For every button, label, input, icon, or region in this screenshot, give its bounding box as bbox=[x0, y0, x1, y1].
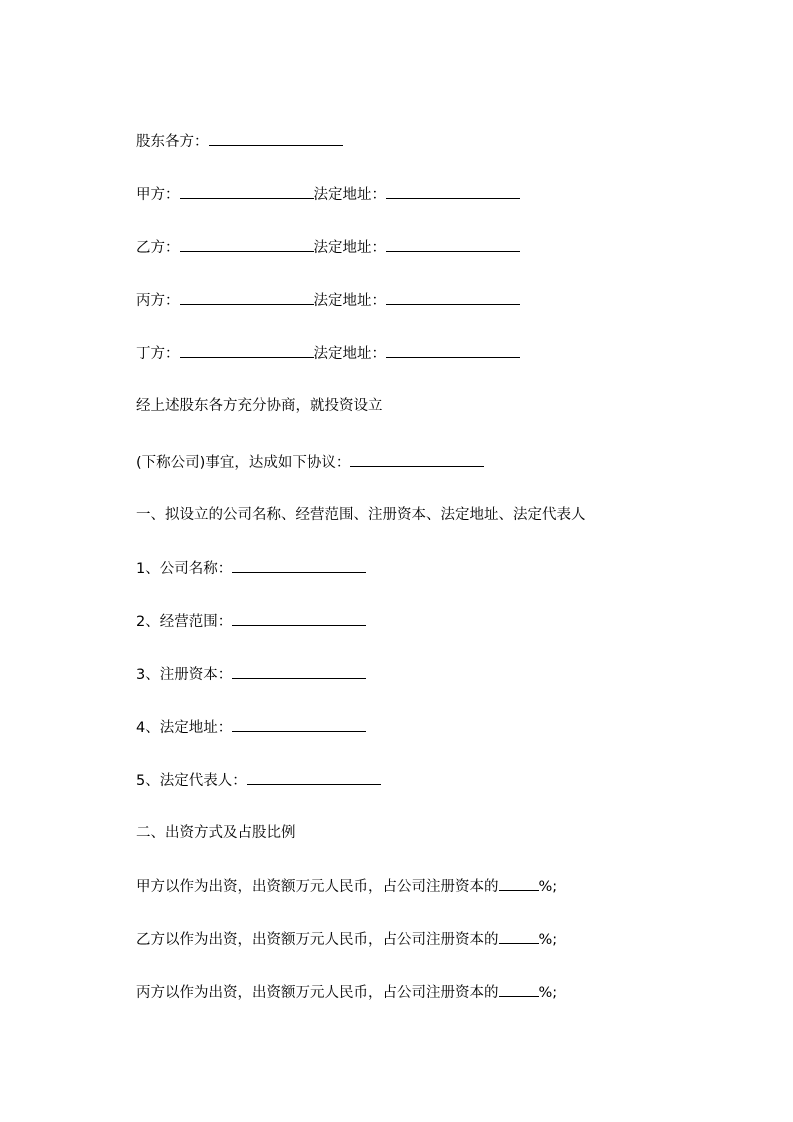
percent-suffix: %; bbox=[538, 985, 558, 1001]
item-blank[interactable] bbox=[232, 717, 366, 732]
party-address-blank[interactable] bbox=[386, 237, 520, 252]
party-name-blank[interactable] bbox=[180, 184, 314, 199]
party-address-label: 法定地址： bbox=[313, 187, 386, 203]
intro-line-1: 经上述股东各方充分协商，就投资设立 bbox=[136, 398, 383, 414]
section1-item-legal-address bbox=[136, 717, 366, 738]
shareholders-label: 股东各方： bbox=[136, 134, 209, 150]
party-address-blank[interactable] bbox=[386, 184, 520, 199]
contribution-text: 丙方以作为出资，出资额万元人民币，占公司注册资本的 bbox=[136, 985, 499, 1001]
item-blank[interactable] bbox=[247, 770, 381, 785]
intro-blank[interactable] bbox=[350, 452, 484, 467]
party-line-ding bbox=[136, 343, 520, 364]
contribution-text: 乙方以作为出资，出资额万元人民币，占公司注册资本的 bbox=[136, 932, 499, 948]
party-address-blank[interactable] bbox=[386, 290, 520, 305]
party-name: 丁方： bbox=[136, 346, 180, 362]
item-label: 2、经营范围： bbox=[136, 614, 233, 630]
section1-heading: 一、拟设立的公司名称、经营范围、注册资本、法定地址、法定代表人 bbox=[136, 507, 586, 523]
item-blank[interactable] bbox=[232, 558, 366, 573]
contribution-line-jia bbox=[136, 876, 557, 897]
party-address-blank[interactable] bbox=[386, 343, 520, 358]
item-label: 4、法定地址： bbox=[136, 720, 233, 736]
percent-blank[interactable] bbox=[499, 982, 539, 997]
section1-item-legal-representative bbox=[136, 770, 381, 791]
percent-suffix: %; bbox=[538, 932, 558, 948]
intro-line-2 bbox=[136, 452, 484, 473]
item-blank[interactable] bbox=[232, 664, 366, 679]
section1-item-business-scope bbox=[136, 611, 366, 632]
party-line-bing bbox=[136, 290, 520, 311]
party-name-blank[interactable] bbox=[180, 237, 314, 252]
section2-heading: 二、出资方式及占股比例 bbox=[136, 825, 296, 841]
party-name: 乙方： bbox=[136, 240, 180, 256]
party-name: 丙方： bbox=[136, 293, 180, 309]
percent-suffix: %; bbox=[538, 879, 558, 895]
percent-blank[interactable] bbox=[499, 929, 539, 944]
shareholders-blank[interactable] bbox=[209, 131, 343, 146]
party-address-label: 法定地址： bbox=[313, 240, 386, 256]
contribution-text: 甲方以作为出资，出资额万元人民币，占公司注册资本的 bbox=[136, 879, 499, 895]
intro-line-2-text: (下称公司)事宜，达成如下协议： bbox=[136, 455, 351, 471]
party-name: 甲方： bbox=[136, 187, 180, 203]
item-label: 1、公司名称： bbox=[136, 561, 233, 577]
percent-blank[interactable] bbox=[499, 876, 539, 891]
party-line-jia bbox=[136, 184, 520, 205]
section1-item-company-name bbox=[136, 558, 366, 579]
party-address-label: 法定地址： bbox=[313, 293, 386, 309]
party-line-yi bbox=[136, 237, 520, 258]
section1-item-registered-capital bbox=[136, 664, 366, 685]
party-name-blank[interactable] bbox=[180, 290, 314, 305]
shareholders-line bbox=[136, 131, 343, 152]
party-name-blank[interactable] bbox=[180, 343, 314, 358]
item-blank[interactable] bbox=[232, 611, 366, 626]
contribution-line-yi bbox=[136, 929, 557, 950]
contribution-line-bing bbox=[136, 982, 557, 1003]
item-label: 3、注册资本： bbox=[136, 667, 233, 683]
item-label: 5、法定代表人： bbox=[136, 773, 247, 789]
party-address-label: 法定地址： bbox=[313, 346, 386, 362]
